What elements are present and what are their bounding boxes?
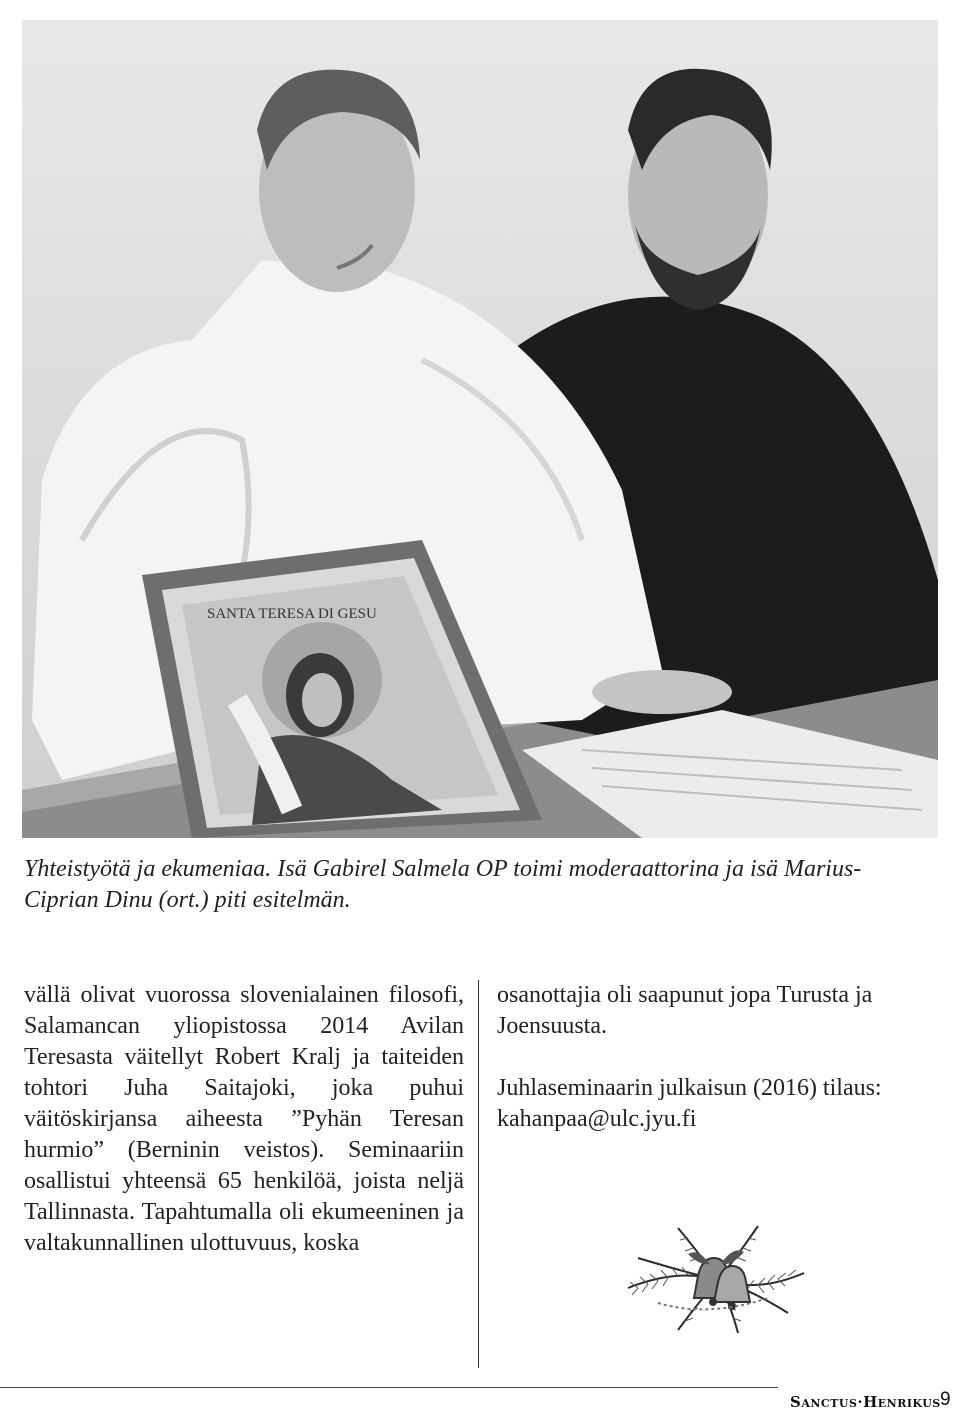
article-photo xyxy=(22,20,938,838)
left-column-text: vällä olivat vuorossa slovenialainen filosofi, Salamancan yliopistossa 2014 Avilan Teresasta väitellyt Robert Kralj ja taiteiden tohtori Juha Saitajoki, joka puhui väitöskirjansa aiheesta ”Pyhän Teresan hurmio” (Berninin veistos). Seminaariin osallistui yhteensä 65 henkilöä, joista neljä Tallinnasta. Tapahtumalla oli ekumeeninen ja valtakunnallinen ulottuvuus, koska xyxy=(24,982,464,1256)
icon-text: SANTA TERESA DI GESU xyxy=(207,606,377,622)
article-left-column xyxy=(24,980,464,1259)
article-right-column xyxy=(497,980,937,1135)
right-paragraph-2: Juhlaseminaarin julkaisun (2016) tilaus: kahanpaa@ulc.jyu.fi xyxy=(497,1075,882,1132)
christmas-ornament-icon xyxy=(618,1218,814,1338)
right-paragraph-1: osanottajia oli saapunut jopa Turusta ja Joensuusta. xyxy=(497,982,873,1039)
photo-caption: Yhteistyötä ja ekumeniaa. Isä Gabirel Salmela OP toimi moderaattorina ja isä Marius-Ciprian Dinu (ort.) piti esitelmän. xyxy=(24,856,862,913)
page-number: 9 xyxy=(940,1389,951,1410)
photo-illustration xyxy=(22,20,938,838)
publication-name: Sanctus·Henrikus xyxy=(790,1393,941,1411)
footer-rule xyxy=(0,1387,778,1388)
column-divider xyxy=(478,980,479,1368)
